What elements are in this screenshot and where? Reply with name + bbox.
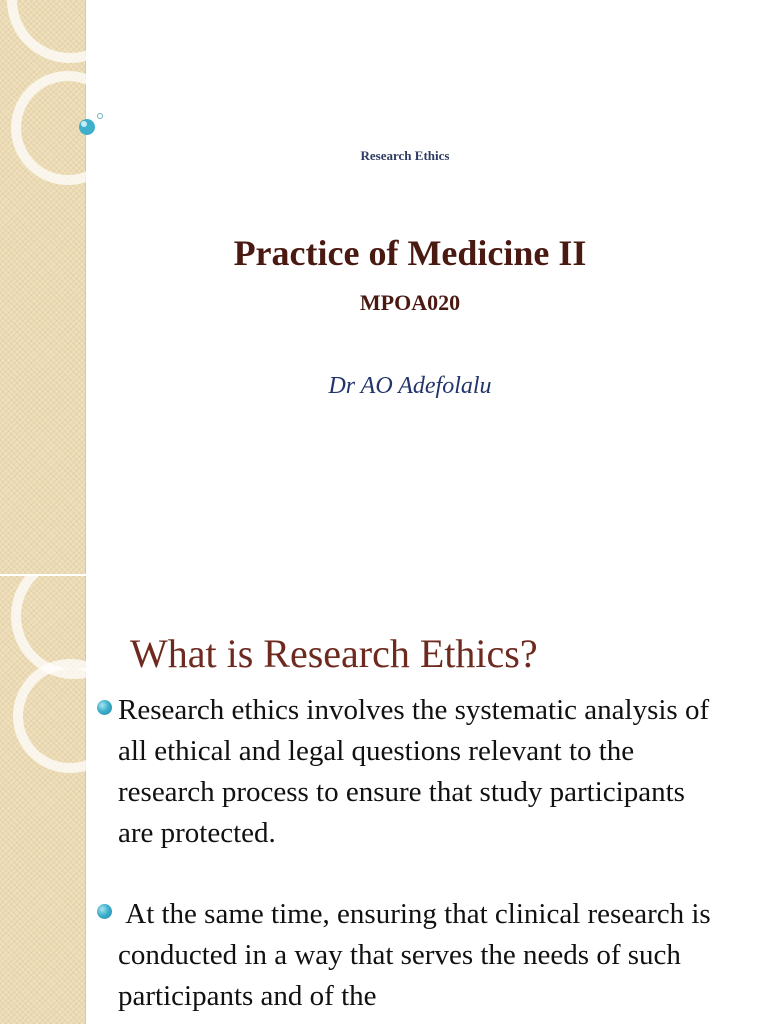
slide-heading: What is Research Ethics? xyxy=(130,631,538,676)
decorative-rings xyxy=(0,0,140,200)
presenter-name: Dr AO Adefolalu xyxy=(328,373,492,399)
course-code: MPOA020 xyxy=(359,290,461,315)
bullet-text: Research ethics involves the systematic analysis of all ethical and legal questions relevant to the research process to ensure that study participants are protected. xyxy=(118,694,710,849)
list-item xyxy=(95,894,718,1017)
bullet-list xyxy=(95,690,718,1017)
bullet-icon xyxy=(97,904,112,919)
list-item xyxy=(95,690,715,854)
content-slide xyxy=(0,576,768,1024)
presentation-title: Practice of Medicine II xyxy=(233,233,587,273)
bullet-text: At the same time, ensuring that clinical research is conducted in a way that serves the needs of such participants and of the xyxy=(118,898,718,1012)
slide-header-title: Research Ethics xyxy=(360,148,450,163)
bullet-icon xyxy=(97,700,112,715)
